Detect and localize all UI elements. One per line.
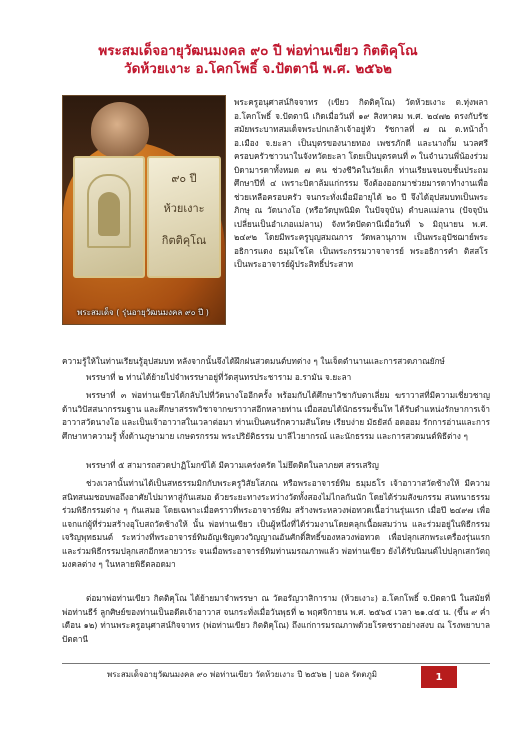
amulet-back-text: ๙๐ ปี [171,172,197,185]
photo-caption: พระสมเด็จ ( รุ่นอายุวัฒนมงคล ๙๐ ปี ) [77,308,209,317]
buddha-figure [98,192,120,236]
document-title-line-1: พระสมเด็จอายุวัฒนมงคล ๙๐ ปี พ่อท่านเขียว กิตติคุโณ [98,43,418,59]
footer-text: พระสมเด็จอายุวัฒนมงคล ๙๐ พ่อท่านเขียว วัดห้วยเงาะ ปี ๒๕๖๒ | บอล รัตตภูมิ [106,670,378,679]
paragraph-friendship: ช่วงเวลานั้นท่านได้เป็นสหธรรมมิกกับพระครูวิสัยโสภณ หรือพระอาจารย์ทิม ธมฺมธโร เจ้าอาวาสวัดช้างให้ มีความสนิทสนมชอบพอถึงอาศัยไปมาหาสู่กันเสมอ ด้วยระยะทางระหว่างวัดทั้งสองไม่ไกลกันนัก โดยได้ร่วมสังฆกรรม สนทนาธรรมร่วมพิธีกรรมต่าง ๆ กันเสมอ โดยเฉพาะเมื่อคราวที่พระอาจารย์ทิม สร้างพระหลวงพ่อทวดเนื้อว่านรุ่นแรก เมื่อปี ๒๔๙๗ เพื่อแจกแก่ผู้ที่ร่วมสร้างอุโบสถวัดช้างให้ นั้น พ่อท่านเขียว เป็นผู้หนึ่งที่ได้ร่วมงานโดยคลุกเนื้อผสมว่าน และร่วมอยู่ในพิธีกรรมเจริญพุทธมนต์ ระหว่างที่พระอาจารย์ทิมอัญเชิญดวงวิญญาณอันศักดิ์สิทธิ์ของหลวงพ่อทวด เพื่อปลุกเสกพระเครื่องรุ่นแรกและร่วมพิธีกรรมปลุกเสกอีกหลายวาระ จนเมื่อพระอาจารย์ทิมท่านมรณภาพแล้ว พ่อท่านเขียว ยังได้รับนิมนต์ไปปลุกเสกวัตถุมงคลต่าง ๆ ในหลายพิธีตลอดมา [62,478,490,569]
document-title-line-2: วัดห้วยเงาะ อ.โคกโพธิ์ จ.ปัตตานี พ.ศ. ๒๕๖๒ [124,61,392,77]
monk-portrait [91,102,149,158]
amulet-back-text: ห้วยเงาะ [163,202,205,215]
paragraph-year-5: พรรษาที่ ๕ สามารถสวดปาฏิโมกข์ได้ มีความเคร่งครัด ไม่ยึดติดในลาภยศ สรรเสริญ [86,460,379,470]
amulet-back-text: กิตติคุโณ [161,234,207,247]
paragraph-year-2: พรรษาที่ ๒ ท่านได้ย้ายไปจำพรรษาอยู่ที่วัดสุนทรประชาราม อ.รามัน จ.ยะลา [86,372,352,382]
amulet-back [147,156,221,278]
paragraph-passing: ต่อมาพ่อท่านเขียว กิตติคุโณ ได้ย้ายมาจำพรรษา ณ วัดอรัญวาสิการาม (ห้วยเงาะ) อ.โคกโพธิ์ จ.ปัตตานี ในสมัยที่พ่อท่านธีร์ ลูกศิษย์ของท่านเป็นอดีตเจ้าอาวาส จนกระทั่งเมื่อวันพุธที่ ๒ พฤศจิกายน พ.ศ. ๒๕๖๕ เวลา ๒๑.๔๕ น. (ขึ้น ๙ ค่ำ เดือน ๑๒) ท่านพระครูอนุศาสน์กิจจาทร (พ่อท่านเขียว กิตติคุโณ) ถึงแก่การมรณภาพด้วยโรคชราอย่างสงบ ณ โรงพยาบาลปัตตานี [62,593,490,644]
footer-divider [62,663,490,664]
intro-paragraph-tail: ความรู้ให้ในท่านเรียนรู้อุปสมบท หลังจากนั้นจึงได้ฝึกฝนสวดมนต์บทต่าง ๆ ในเจ็ดตำนานและการสวดภาณยักษ์ [62,356,445,366]
page-number: 1 [421,666,457,688]
amulet-photo [62,95,226,325]
amulet-front [73,156,145,278]
intro-paragraph: พระครูอนุศาสน์กิจจาทร (เขียว กิตติคุโณ) วัดห้วยเงาะ ต.ทุ่งพลา อ.โคกโพธิ์ จ.ปัตตานี เกิดเมื่อวันที่ ๑๙ สิงหาคม พ.ศ. ๒๔๗๒ ตรงกับรัชสมัยพระบาทสมเด็จพระปกเกล้าเจ้าอยู่หัว รัชกาลที่ ๗ ณ ต.หน้าถ้ำ อ.เมือง จ.ยะลา เป็นบุตรของนายทอง เพชรภักดี และนางกิ้ม นวลศรี ครอบครัวชาวนาในจังหวัดยะลา โดยเป็นบุตรคนที่ ๓ ในจำนวนพี่น้องร่วมบิดามารดาทั้งหมด ๗ คน ช่วงชีวิตในวัยเด็ก ท่านเรียนจนจบชั้นประถมศึกษาปีที่ ๔ เพราะบิดาล้มแก่กรรม จึงต้องออกมาช่วยมารดาทำงานเพื่อช่วยเหลือครอบครัว จนกระทั่งเมื่อมีอายุได้ ๒๐ ปี จึงได้อุปสมบทเป็นพระภิกษุ ณ วัดนางโอ (หรือวัดบุพนิมิต ในปัจจุบัน) ตำบลแม่ลาน (ปัจจุบันเปลี่ยนเป็นอำเภอแม่ลาน) จังหวัดปัตตานีเมื่อวันที่ ๖ มิถุนายน พ.ศ. ๒๔๙๒ โดยมีพระครูบุญสมณการ วัดพลานุภาพ เป็นพระอุปัชฌาย์พระอธิการแดง ธมฺมโชโต เป็นพระกรรมวาจาจารย์ พระอธิการคำ ติสสโร เป็นพระอาจารย์ผู้ประสิทธิ์ประสาท [234,97,488,269]
paragraph-year-3: พรรษาที่ ๓ พ่อท่านเขียวได้กลับไปที่วัดนางโออีกครั้ง พร้อมกับได้ศึกษาวิชากับตาเลี่ยม ฆราวาสที่มีความเชี่ยวชาญด้านวิปัสสนากรรมฐาน และศึกษาสรรพวิชาจากฆราวาสอีกหลายท่าน เมื่อสอบได้นักธรรมชั้นโท ได้รับตำแหน่งรักษาการเจ้าอาวาสวัดนางโอ และเป็นเจ้าอาวาสในเวลาต่อมา ท่านเป็นคนรักความสันโดษ เรียบง่าย มัธยัสถ์ อดออม รักการอ่านและการศึกษาหาความรู้ ทั้งด้านภูษามาย เกษตรกรรม พระปริยัติธรรม บาลีไวยากรณ์ และนักธรรม และการสวดมนต์พิธีต่าง ๆ [62,390,490,441]
